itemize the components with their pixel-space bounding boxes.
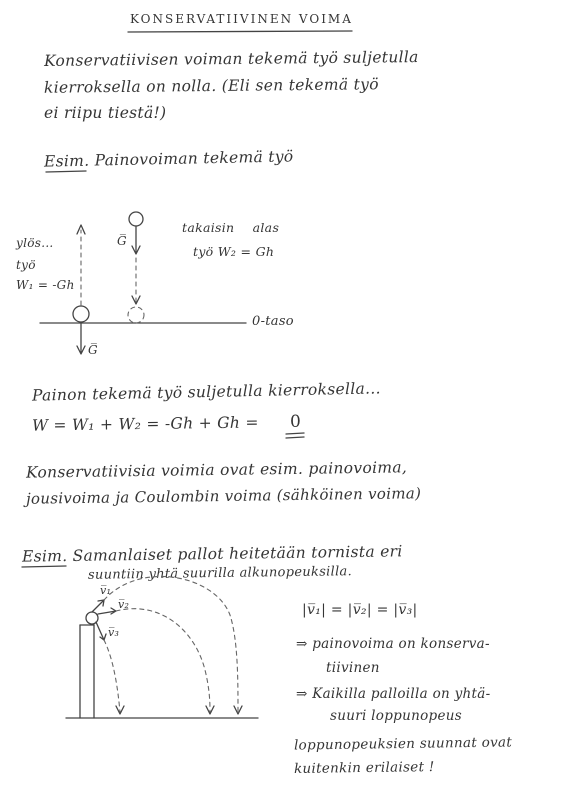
closed-loop-line-1: Painon tekemä työ suljetulla kierroksella...: [31, 379, 381, 405]
conclusion-line-2: kuitenkin erilaiset !: [293, 759, 435, 777]
forces-line-1: Konservatiivisia voimia ovat esim. painovoima,: [25, 458, 408, 482]
page-title: KONSERVATIIVINEN VOIMA: [130, 12, 353, 26]
point1-line-2: tiivinen: [326, 660, 380, 676]
example2-heading-line-2: suuntiin yhtä suurilla alkunopeuksilla.: [87, 564, 353, 583]
conclusion-line-1: loppunopeuksien suunnat ovat: [293, 734, 513, 754]
example1-heading: Esim. Painovoiman tekemä työ: [43, 147, 294, 171]
zero-level-label: 0-taso: [252, 314, 294, 329]
v3-label: v̅₃: [108, 626, 120, 639]
example2-heading-line-1: Esim. Samanlaiset pallot heitetään tornista eri: [21, 542, 403, 566]
closed-loop-result: 0: [290, 412, 302, 432]
point2-line-2: suuri loppunopeus: [330, 708, 462, 724]
trajectory-1: [104, 576, 238, 712]
gravity-label-bottom: G̅: [88, 343, 98, 357]
speeds-equation: |v̅₁| = |v̅₂| = |v̅₃|: [302, 602, 418, 618]
trajectory-2: [116, 609, 210, 712]
down-work: työ W₂ = Gh: [193, 244, 275, 259]
closed-loop-equation: W = W₁ + W₂ = -Gh + Gh =: [31, 413, 259, 435]
definition-line-2: kierroksella on nolla. (Eli sen tekemä työ: [43, 75, 379, 97]
up-work-label: työ: [16, 258, 36, 272]
definition-line-1: Konservatiivisen voiman tekemä työ suljetulla: [43, 48, 419, 70]
forces-line-2: jousivoima ja Coulombin voima (sähköinen voima): [25, 484, 422, 508]
definition-line-3: ei riipu tiestä!): [44, 104, 167, 122]
v2-label: v̅₂: [118, 598, 130, 611]
point1-line-1: ⇒ painovoima on konserva-: [296, 636, 490, 652]
gravity-label-top: G̅: [117, 234, 127, 248]
v1-label: v̅₁: [100, 584, 112, 597]
point2-line-1: ⇒ Kaikilla palloilla on yhtä-: [296, 686, 491, 702]
v1-arrow: [92, 600, 104, 612]
up-work-value: W₁ = -Gh: [16, 278, 75, 292]
up-label: ylös...: [16, 236, 54, 250]
trajectory-3: [104, 640, 120, 712]
down-label: takaisin alas: [182, 220, 280, 235]
